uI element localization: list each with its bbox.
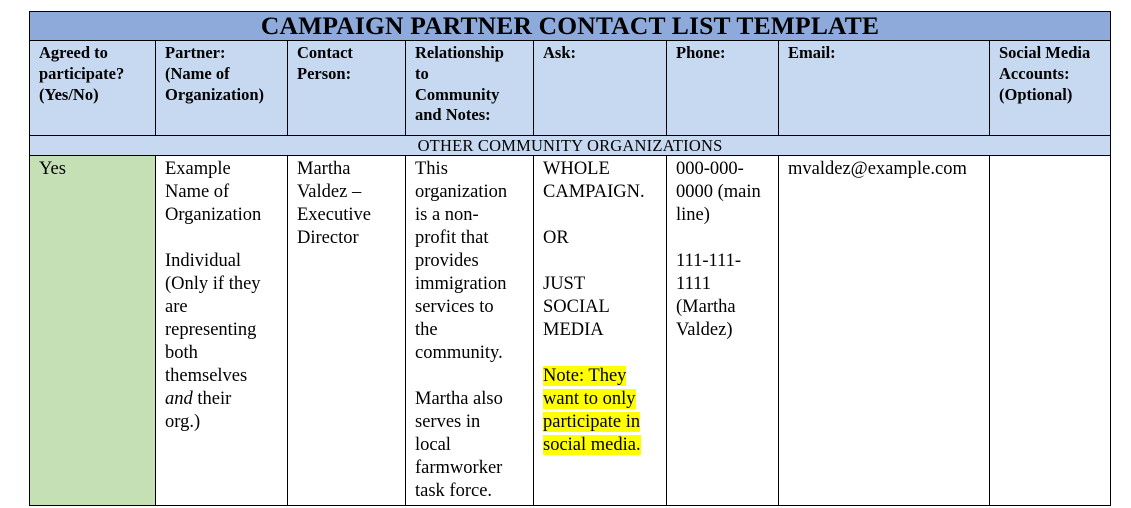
ask-line: MEDIA — [543, 320, 604, 340]
contact-line: Martha — [297, 159, 351, 179]
partner-individual-line: Individual — [165, 251, 242, 271]
and-italic: and — [165, 389, 193, 409]
ask-line: JUST — [543, 274, 586, 294]
header-ask: Ask: — [534, 41, 667, 136]
ask-note — [543, 388, 662, 411]
header-partner — [156, 41, 288, 136]
header-social — [990, 41, 1111, 136]
ask-note — [543, 434, 662, 457]
relationship-line: the — [415, 320, 438, 340]
highlighted-note-line: want to only — [543, 389, 636, 409]
paragraph-gap — [415, 365, 529, 388]
cell-agreed[interactable]: Yes — [30, 156, 156, 506]
relationship-line: immigration — [415, 274, 507, 294]
partner-individual-line: (Only if they — [165, 274, 261, 294]
header-social-line: Social Media — [999, 43, 1091, 62]
header-agreed-line: Agreed to — [39, 43, 108, 62]
ask-line: SOCIAL — [543, 297, 610, 317]
header-social-line: (Optional) — [999, 84, 1073, 104]
header-email: Email: — [779, 41, 990, 136]
highlighted-note-line: Note: They — [543, 366, 627, 386]
phone-line: line) — [676, 205, 710, 225]
phone-line: (Martha — [676, 297, 736, 317]
phone-line: 0000 (main — [676, 182, 761, 202]
header-agreed-line: (Yes/No) — [39, 84, 99, 104]
relationship-line: farmworker — [415, 458, 503, 478]
phone-line: 000-000- — [676, 159, 744, 179]
contact-line: Director — [297, 228, 359, 248]
relationship-line: profit that — [415, 228, 489, 248]
header-relationship-line: and Notes: — [415, 105, 491, 125]
cell-relationship[interactable] — [406, 156, 534, 506]
partner-individual-line: themselves — [165, 366, 248, 386]
paragraph-gap — [165, 227, 283, 250]
partner-individual-line: are — [165, 297, 188, 317]
header-contact-line: Person: — [297, 63, 352, 83]
header-social-line: Accounts: — [999, 63, 1070, 83]
partner-individual-line: both — [165, 343, 198, 363]
partner-line: Name of — [165, 182, 230, 202]
ask-or: OR — [543, 228, 569, 248]
relationship-line: This — [415, 159, 448, 179]
header-relationship-line: Relationship — [415, 43, 504, 62]
header-partner-line: Partner: — [165, 43, 226, 62]
contact-list-table — [29, 11, 1111, 506]
header-agreed — [30, 41, 156, 136]
ask-note — [543, 411, 662, 434]
highlighted-note-line: social media. — [543, 435, 641, 455]
cell-phone[interactable] — [667, 156, 779, 506]
relationship-line: community. — [415, 343, 503, 363]
contact-line: Executive — [297, 205, 371, 225]
contact-line: Valdez – — [297, 182, 362, 202]
relationship-line: provides — [415, 251, 479, 271]
header-partner-line: Organization) — [165, 84, 264, 104]
cell-contact[interactable] — [288, 156, 406, 506]
header-row — [30, 41, 1111, 136]
header-agreed-line: participate? — [39, 63, 125, 83]
partner-line: Example — [165, 159, 231, 179]
relationship-line: local — [415, 435, 451, 455]
relationship-line: organization — [415, 182, 508, 202]
paragraph-gap — [543, 250, 662, 273]
header-contact-line: Contact — [297, 43, 353, 62]
partner-individual-line: org.) — [165, 412, 201, 432]
partner-line: Organization — [165, 205, 262, 225]
phone-line: 111-111- — [676, 251, 742, 271]
relationship-line: serves in — [415, 412, 481, 432]
phone-line: 1111 — [676, 274, 711, 294]
cell-social[interactable] — [990, 156, 1111, 506]
ask-line: WHOLE — [543, 159, 610, 179]
header-partner-line: (Name of — [165, 63, 230, 83]
header-contact — [288, 41, 406, 136]
header-relationship — [406, 41, 534, 136]
relationship-line: Martha also — [415, 389, 503, 409]
highlighted-note-line: participate in — [543, 412, 641, 432]
cell-partner[interactable] — [156, 156, 288, 506]
partner-and-line — [165, 388, 283, 411]
header-relationship-line: Community — [415, 84, 500, 104]
relationship-line: task force. — [415, 481, 493, 501]
cell-email[interactable]: mvaldez@example.com — [779, 156, 990, 506]
relationship-line: is a non- — [415, 205, 479, 225]
section-label: OTHER COMMUNITY ORGANIZATIONS — [30, 136, 1111, 156]
paragraph-gap — [676, 227, 774, 250]
cell-ask[interactable] — [534, 156, 667, 506]
partner-individual-line: representing — [165, 320, 257, 340]
paragraph-gap — [543, 204, 662, 227]
their-word: their — [192, 389, 232, 409]
table-row — [30, 156, 1111, 506]
header-relationship-line: to — [415, 63, 429, 83]
ask-note — [543, 365, 662, 388]
ask-line: CAMPAIGN. — [543, 182, 645, 202]
paragraph-gap — [543, 342, 662, 365]
table-title: CAMPAIGN PARTNER CONTACT LIST TEMPLATE — [30, 12, 1111, 41]
phone-line: Valdez) — [676, 320, 733, 340]
relationship-line: services to — [415, 297, 494, 317]
header-phone: Phone: — [667, 41, 779, 136]
